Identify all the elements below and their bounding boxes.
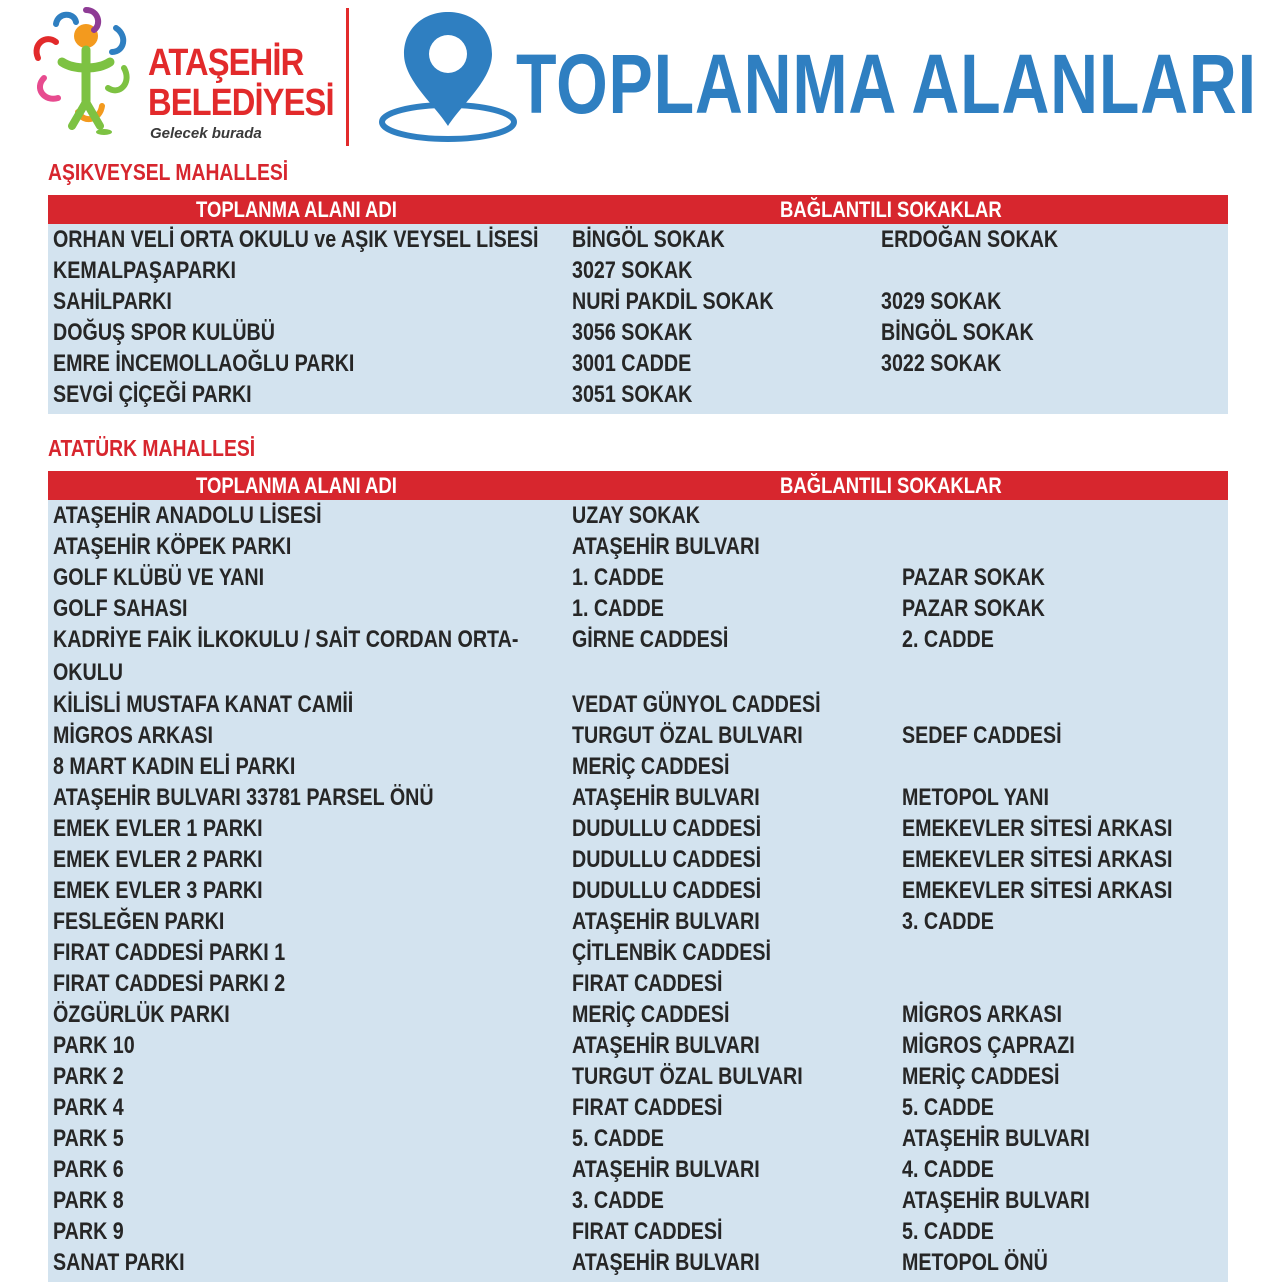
table-row [48, 593, 1228, 624]
brand-slogan: Gelecek burada [150, 125, 262, 142]
connected-street-1: ATAŞEHİR BULVARI [572, 784, 760, 811]
section-title-ataturk: ATATÜRK MAHALLESİ [48, 435, 256, 461]
assembly-area-name: ATAŞEHİR BULVARI 33781 PARSEL ÖNÜ [53, 784, 434, 811]
page-header [0, 0, 1280, 155]
table-row [48, 751, 1228, 782]
assembly-area-name: FIRAT CADDESİ PARKI 1 [53, 939, 286, 966]
header-divider [346, 8, 349, 146]
connected-street-1: DUDULLU CADDESİ [572, 846, 762, 873]
assembly-area-name: PARK 10 [53, 1032, 135, 1059]
table-row [48, 1030, 1228, 1061]
table-body [48, 224, 1228, 414]
assembly-area-name: EMEK EVLER 3 PARKI [53, 877, 263, 904]
connected-street-2: BİNGÖL SOKAK [881, 319, 1034, 346]
assembly-area-name: EMEK EVLER 1 PARKI [53, 815, 263, 842]
connected-street-1: FIRAT CADDESİ [572, 1094, 723, 1121]
connected-street-2: 3022 SOKAK [881, 350, 1002, 377]
assembly-area-name: MİGROS ARKASI [53, 722, 214, 749]
table-row [48, 906, 1228, 937]
connected-street-1: BİNGÖL SOKAK [572, 226, 725, 253]
connected-street-1: 3051 SOKAK [572, 381, 693, 408]
table-row [48, 286, 1228, 317]
location-pin-icon [376, 8, 518, 144]
section-title-asikveysel: AŞIKVEYSEL MAHALLESİ [48, 159, 289, 185]
assembly-area-name: EMEK EVLER 2 PARKI [53, 846, 263, 873]
assembly-area-name: 8 MART KADIN ELİ PARKI [53, 753, 296, 780]
connected-street-1: TURGUT ÖZAL BULVARI [572, 1063, 803, 1090]
table-row [48, 720, 1228, 751]
connected-street-1: ATAŞEHİR BULVARI [572, 908, 760, 935]
page-title: TOPLANMA ALANLARI [516, 37, 1257, 131]
assembly-area-name: PARK 8 [53, 1187, 124, 1214]
assembly-area-name: GOLF SAHASI [53, 595, 188, 622]
connected-street-2: 2. CADDE [902, 626, 994, 653]
connected-street-1: ATAŞEHİR BULVARI [572, 533, 760, 560]
connected-street-2: EMEKEVLER SİTESİ ARKASI [902, 815, 1173, 842]
assembly-area-name: ATAŞEHİR ANADOLU LİSESİ [53, 502, 322, 529]
table-row [48, 500, 1228, 531]
connected-street-1: MERİÇ CADDESİ [572, 753, 730, 780]
brand-name-line2: BELEDİYESİ [148, 82, 334, 124]
connected-street-2: MİGROS ARKASI [902, 1001, 1063, 1028]
table-row [48, 562, 1228, 593]
connected-street-1: 3027 SOKAK [572, 257, 693, 284]
assembly-area-name: ORHAN VELİ ORTA OKULU ve AŞIK VEYSEL LİSESİ [53, 226, 539, 253]
table-row [48, 624, 1228, 689]
connected-street-2: EMEKEVLER SİTESİ ARKASI [902, 877, 1173, 904]
table-asikveysel [48, 195, 1228, 414]
table-row [48, 379, 1228, 410]
connected-street-2: ERDOĞAN SOKAK [881, 226, 1059, 253]
assembly-area-name: PARK 4 [53, 1094, 124, 1121]
assembly-area-name: PARK 5 [53, 1125, 124, 1152]
assembly-area-name: SAHİLPARKI [53, 288, 172, 315]
assembly-area-name: KEMALPAŞAPARKI [53, 257, 236, 284]
connected-street-1: FIRAT CADDESİ [572, 1218, 723, 1245]
column-header-name: TOPLANMA ALANI ADI [196, 197, 397, 222]
connected-street-1: 1. CADDE [572, 595, 664, 622]
connected-street-2: 4. CADDE [902, 1156, 994, 1183]
connected-street-1: GİRNE CADDESİ [572, 626, 729, 653]
column-header-streets: BAĞLANTILI SOKAKLAR [780, 197, 1002, 222]
connected-street-1: NURİ PAKDİL SOKAK [572, 288, 774, 315]
connected-street-1: ATAŞEHİR BULVARI [572, 1156, 760, 1183]
assembly-area-name: SEVGİ ÇİÇEĞİ PARKI [53, 381, 252, 408]
table-row [48, 1092, 1228, 1123]
table-header [48, 471, 1228, 500]
connected-street-1: ÇİTLENBİK CADDESİ [572, 939, 771, 966]
table-row [48, 531, 1228, 562]
connected-street-2: ATAŞEHİR BULVARI [902, 1187, 1090, 1214]
table-row [48, 1216, 1228, 1247]
connected-street-1: 1. CADDE [572, 564, 664, 591]
column-header-name: TOPLANMA ALANI ADI [196, 473, 397, 498]
assembly-area-name: PARK 6 [53, 1156, 124, 1183]
assembly-area-name: PARK 2 [53, 1063, 124, 1090]
table-row [48, 813, 1228, 844]
connected-street-2: 5. CADDE [902, 1218, 994, 1245]
assembly-area-name: EMRE İNCEMOLLAOĞLU PARKI [53, 350, 355, 377]
table-row [48, 224, 1228, 255]
assembly-area-name: PARK 9 [53, 1218, 124, 1245]
assembly-area-name: FESLEĞEN PARKI [53, 908, 225, 935]
table-row [48, 844, 1228, 875]
connected-street-2: PAZAR SOKAK [902, 595, 1045, 622]
table-row [48, 1061, 1228, 1092]
column-header-streets: BAĞLANTILI SOKAKLAR [780, 473, 1002, 498]
table-row [48, 875, 1228, 906]
connected-street-1: MERİÇ CADDESİ [572, 1001, 730, 1028]
connected-street-2: PAZAR SOKAK [902, 564, 1045, 591]
connected-street-2: 5. CADDE [902, 1094, 994, 1121]
table-row [48, 1185, 1228, 1216]
connected-street-1: ATAŞEHİR BULVARI [572, 1249, 760, 1276]
connected-street-1: 5. CADDE [572, 1125, 664, 1152]
connected-street-1: VEDAT GÜNYOL CADDESİ [572, 691, 821, 718]
brand-name-line1: ATAŞEHİR [148, 42, 304, 84]
assembly-area-name-continued: OKULU [53, 659, 123, 686]
assembly-area-name: ÖZGÜRLÜK PARKI [53, 1001, 230, 1028]
table-row [48, 1247, 1228, 1278]
connected-street-1: ATAŞEHİR BULVARI [572, 1032, 760, 1059]
assembly-area-name: DOĞUŞ SPOR KULÜBÜ [53, 319, 275, 346]
connected-street-2: SEDEF CADDESİ [902, 722, 1062, 749]
connected-street-2: EMEKEVLER SİTESİ ARKASI [902, 846, 1173, 873]
assembly-area-name: SANAT PARKI [53, 1249, 185, 1276]
connected-street-1: 3056 SOKAK [572, 319, 693, 346]
table-row [48, 689, 1228, 720]
flower-logo-icon [28, 6, 144, 138]
connected-street-1: 3. CADDE [572, 1187, 664, 1214]
connected-street-2: ATAŞEHİR BULVARI [902, 1125, 1090, 1152]
connected-street-2: 3. CADDE [902, 908, 994, 935]
assembly-area-name: KİLİSLİ MUSTAFA KANAT CAMİİ [53, 691, 354, 718]
table-row [48, 999, 1228, 1030]
table-row [48, 348, 1228, 379]
connected-street-2: MİGROS ÇAPRAZI [902, 1032, 1075, 1059]
connected-street-2: 3029 SOKAK [881, 288, 1002, 315]
table-ataturk [48, 471, 1228, 1282]
connected-street-2: METOPOL ÖNÜ [902, 1249, 1048, 1276]
connected-street-2: MERİÇ CADDESİ [902, 1063, 1060, 1090]
assembly-area-name: GOLF KLÜBÜ VE YANI [53, 564, 265, 591]
table-row [48, 1123, 1228, 1154]
table-row [48, 317, 1228, 348]
connected-street-1: DUDULLU CADDESİ [572, 877, 762, 904]
connected-street-1: DUDULLU CADDESİ [572, 815, 762, 842]
table-row [48, 782, 1228, 813]
assembly-area-name: KADRİYE FAİK İLKOKULU / SAİT CORDAN ORTA- [53, 626, 519, 653]
table-body [48, 500, 1228, 1282]
table-row [48, 255, 1228, 286]
connected-street-1: TURGUT ÖZAL BULVARI [572, 722, 803, 749]
table-header [48, 195, 1228, 224]
assembly-area-name: ATAŞEHİR KÖPEK PARKI [53, 533, 292, 560]
table-row [48, 968, 1228, 999]
connected-street-1: UZAY SOKAK [572, 502, 700, 529]
table-row [48, 937, 1228, 968]
connected-street-1: FIRAT CADDESİ [572, 970, 723, 997]
connected-street-1: 3001 CADDE [572, 350, 692, 377]
connected-street-2: METOPOL YANI [902, 784, 1049, 811]
assembly-area-name: FIRAT CADDESİ PARKI 2 [53, 970, 286, 997]
table-row [48, 1154, 1228, 1185]
